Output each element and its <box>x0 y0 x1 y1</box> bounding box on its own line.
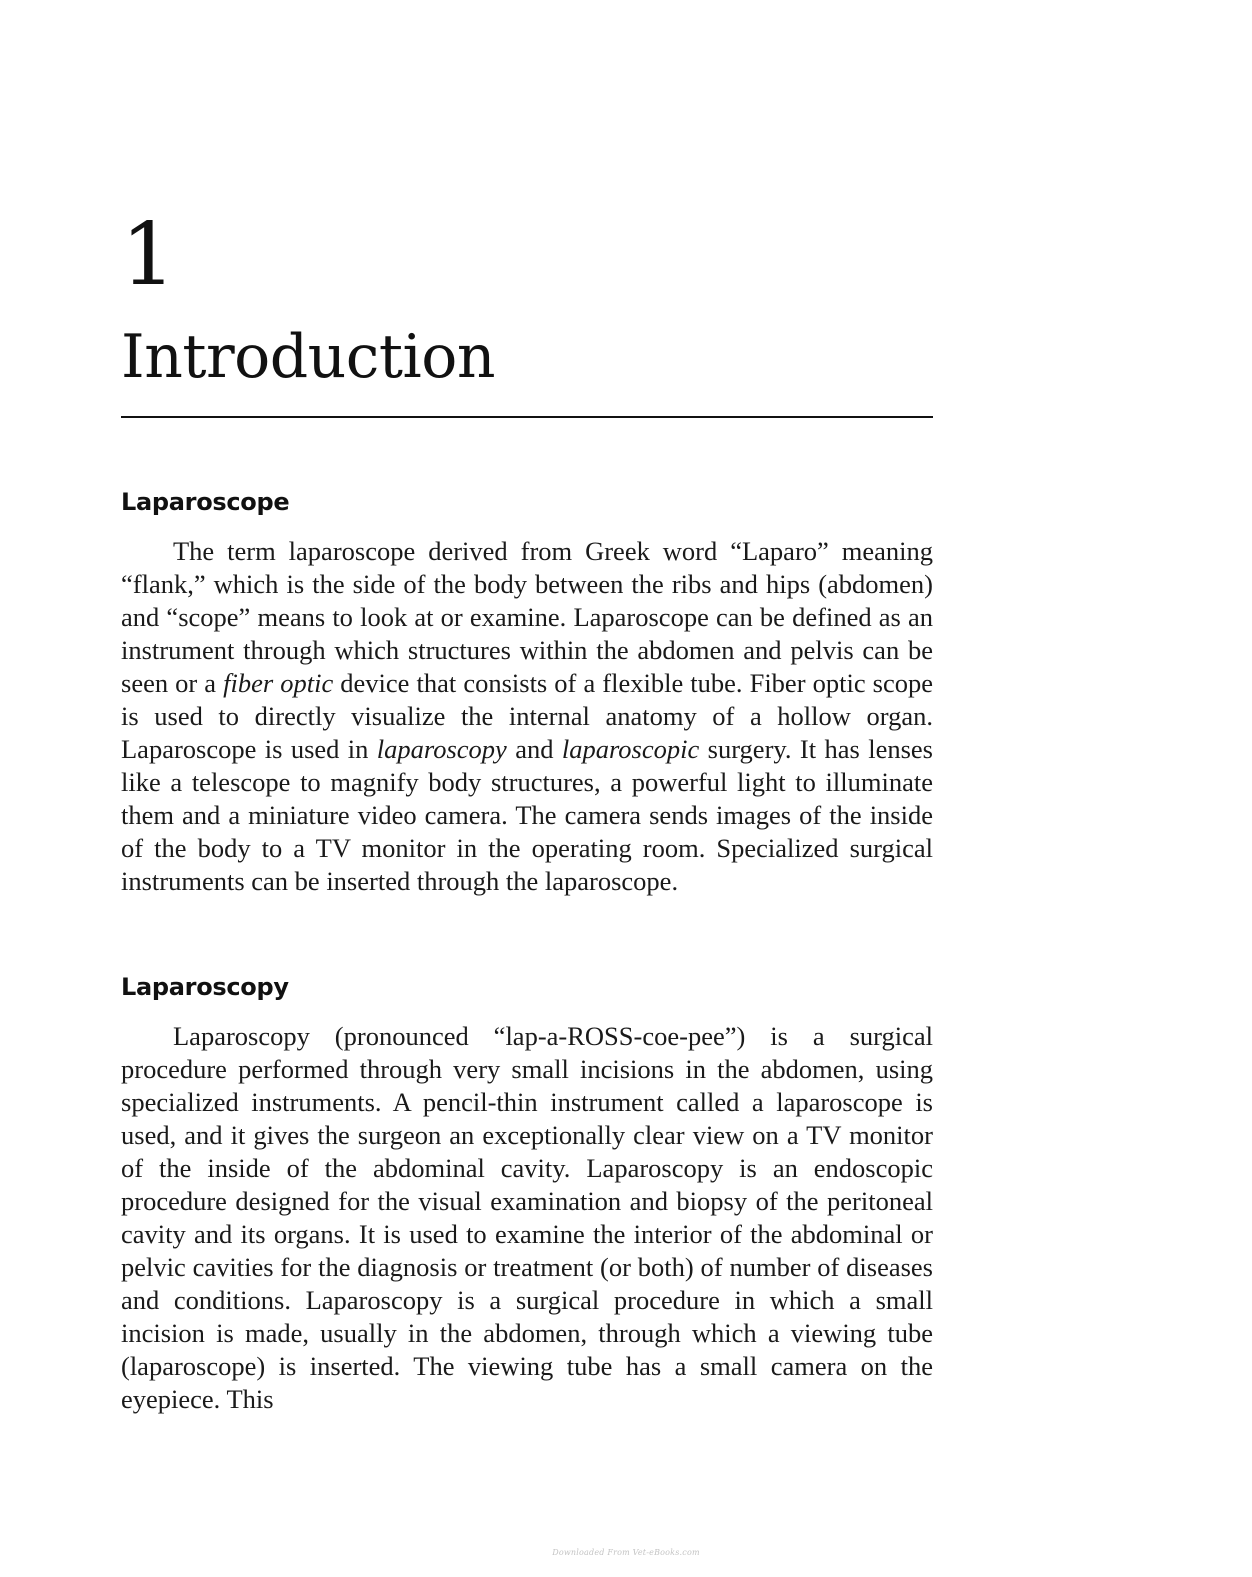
section-heading-laparoscope: Laparoscope <box>121 488 290 516</box>
paragraph-text: surgery. It has lenses like a telescope to magnify body structures, a powerful light to illuminate them and a miniature video camera. The camera sends images of the inside of the body to a TV monitor in the operating room. Specialized surgical instruments can be inserted through the laparoscope. <box>121 734 933 896</box>
paragraph-text: device that consists of a flexible tube. Fiber optic scope is used to directly visualize the internal anatomy of a hollow organ. Laparoscope is used in <box>121 668 933 764</box>
italic-term-laparoscopy: laparoscopy <box>376 734 507 764</box>
paragraph-text: and <box>506 734 562 764</box>
italic-term-fiber-optic: fiber optic <box>223 668 334 698</box>
section-heading-laparoscopy: Laparoscopy <box>121 973 289 1001</box>
section-laparoscopy <box>121 970 933 1416</box>
footer-watermark: Downloaded From Vet-eBooks.com <box>552 1548 700 1557</box>
italic-term-laparoscopic: laparoscopic <box>561 734 700 764</box>
paragraph-text: The term laparoscope derived from Greek word “Laparo” meaning “flank,” which is the side of the body between the ribs and hips (abdomen) and “scope” means to look at or examine. Laparoscope can be defined as an instrument through which structures within the abdomen and pelvis can be seen or a <box>121 536 933 698</box>
chapter-title-rule <box>121 416 933 418</box>
section-paragraph-laparoscope <box>121 535 933 898</box>
section-paragraph-laparoscopy: Laparoscopy (pronounced “lap-a-ROSS-coe-pee”) is a surgical procedure performed through very small incisions in the abdomen, using specialized instruments. A pencil-thin instrument called a laparoscope is used, and it gives the surgeon an exceptionally clear view on a TV monitor of the inside of the abdominal cavity. Laparoscopy is an endoscopic procedure designed for the visual examination and biopsy of the peritoneal cavity and its organs. It is used to examine the interior of the abdominal or pelvic cavities for the diagnosis or treatment (or both) of number of diseases and conditions. Laparoscopy is a surgical procedure in which a small incision is made, usually in the abdomen, through which a viewing tube (laparoscope) is inserted. The viewing tube has a small camera on the eyepiece. This <box>121 1021 933 1414</box>
chapter-title: Introduction <box>121 322 495 392</box>
chapter-number: 1 <box>121 205 174 305</box>
section-laparoscope <box>121 485 933 898</box>
